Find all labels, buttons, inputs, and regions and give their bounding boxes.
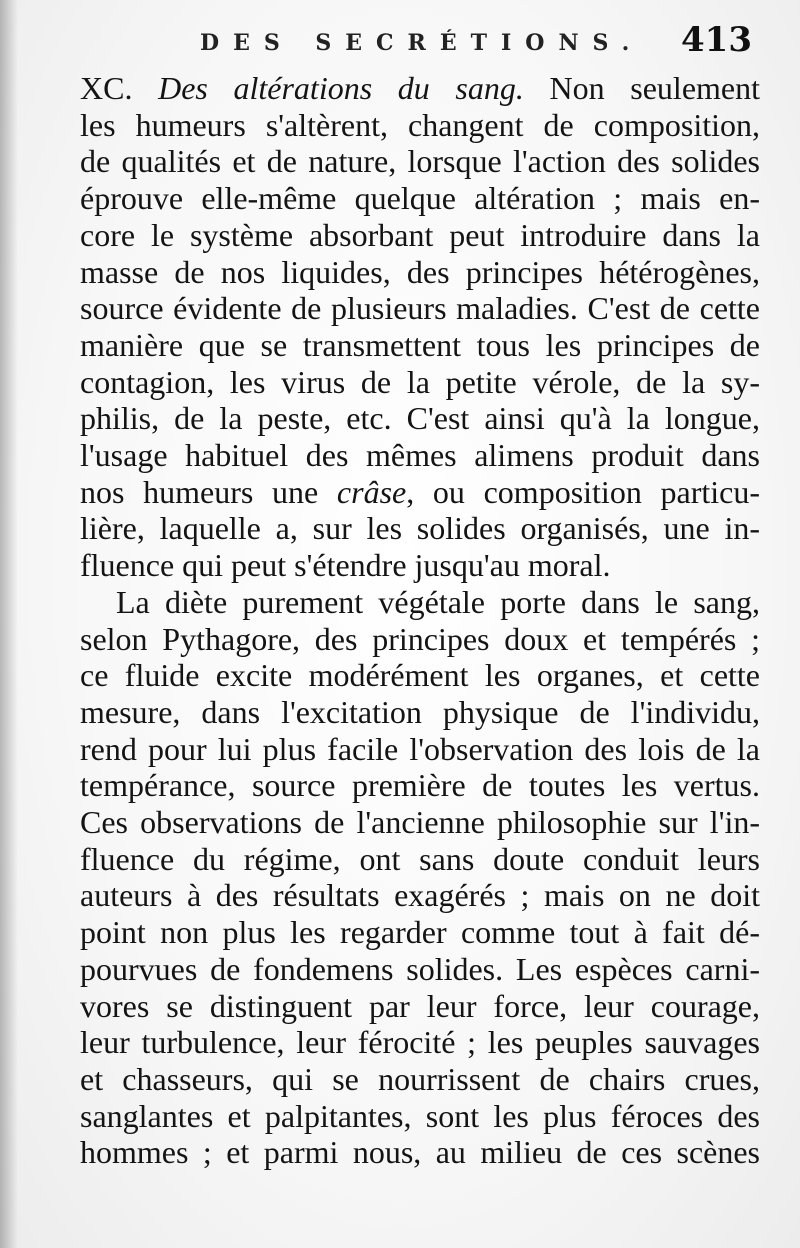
text-line: philis, de la peste, etc. C'est ainsi qu'à la longue, bbox=[80, 400, 760, 437]
text-line: fluence qui peut s'étendre jusqu'au moral. bbox=[80, 547, 611, 584]
text-line: hommes ; et parmi nous, au milieu de ces scènes bbox=[80, 1134, 760, 1171]
text-line: mesure, dans l'excitation physique de l'individu, bbox=[80, 693, 760, 730]
text-fragment: nos humeurs une bbox=[80, 473, 319, 510]
text-line: pourvues de fondemens solides. Les espèces carni- bbox=[80, 950, 760, 987]
text-line: l'usage habituel des mêmes alimens produit dans bbox=[80, 437, 760, 474]
text-line bbox=[80, 474, 760, 511]
text-line: core le système absorbant peut introduire dans la bbox=[80, 216, 760, 253]
text-line: éprouve elle-même quelque altération ; mais en- bbox=[80, 180, 760, 217]
text-line: lière, laquelle a, sur les solides organisés, une in- bbox=[80, 510, 760, 547]
page-number: 413 bbox=[681, 20, 752, 60]
text-line: et chasseurs, qui se nourrissent de chairs crues, bbox=[80, 1060, 760, 1097]
text-line: selon Pythagore, des principes doux et tempérés ; bbox=[80, 620, 760, 657]
body-text bbox=[80, 70, 760, 1171]
text-fragment: , ou composition particu- bbox=[406, 473, 761, 510]
text-fragment: Non seulement bbox=[549, 70, 761, 106]
section-number: XC. bbox=[80, 70, 133, 106]
running-title: DES SECRÉTIONS. bbox=[200, 30, 644, 56]
section-title: Des altérations du sang. bbox=[158, 70, 524, 106]
text-line: vores se distinguent par leur force, leur courage, bbox=[80, 987, 760, 1024]
text-line: contagion, les virus de la petite vérole, de la sy- bbox=[80, 363, 760, 400]
text-line: leur turbulence, leur férocité ; les peuples sauvages bbox=[80, 1024, 760, 1061]
text-line: de qualités et de nature, lorsque l'action des solides bbox=[80, 143, 760, 180]
text-line: point non plus les regarder comme tout à fait dé- bbox=[80, 914, 760, 951]
text-line: Ces observations de l'ancienne philosophie sur l'in- bbox=[80, 804, 760, 841]
text-line: auteurs à des résultats exagérés ; mais on ne doit bbox=[80, 877, 760, 914]
text-line: tempérance, source première de toutes les vertus. bbox=[80, 767, 760, 804]
text-line: La diète purement végétale porte dans le sang, bbox=[116, 583, 760, 620]
italic-term: crâse bbox=[336, 473, 407, 510]
text-line: masse de nos liquides, des principes hétérogènes, bbox=[80, 253, 760, 290]
text-line: fluence du régime, ont sans doute conduit leurs bbox=[80, 840, 760, 877]
text-line: source évidente de plusieurs maladies. C'est de cette bbox=[80, 290, 760, 327]
text-line: sanglantes et palpitantes, sont les plus féroces des bbox=[80, 1097, 760, 1134]
text-line: manière que se transmettent tous les principes de bbox=[80, 326, 760, 363]
text-line bbox=[80, 70, 760, 107]
text-line: ce fluide excite modérément les organes, et cette bbox=[80, 657, 760, 694]
text-line: rend pour lui plus facile l'observation des lois de la bbox=[80, 730, 760, 767]
text-line: les humeurs s'altèrent, changent de composition, bbox=[80, 106, 760, 143]
